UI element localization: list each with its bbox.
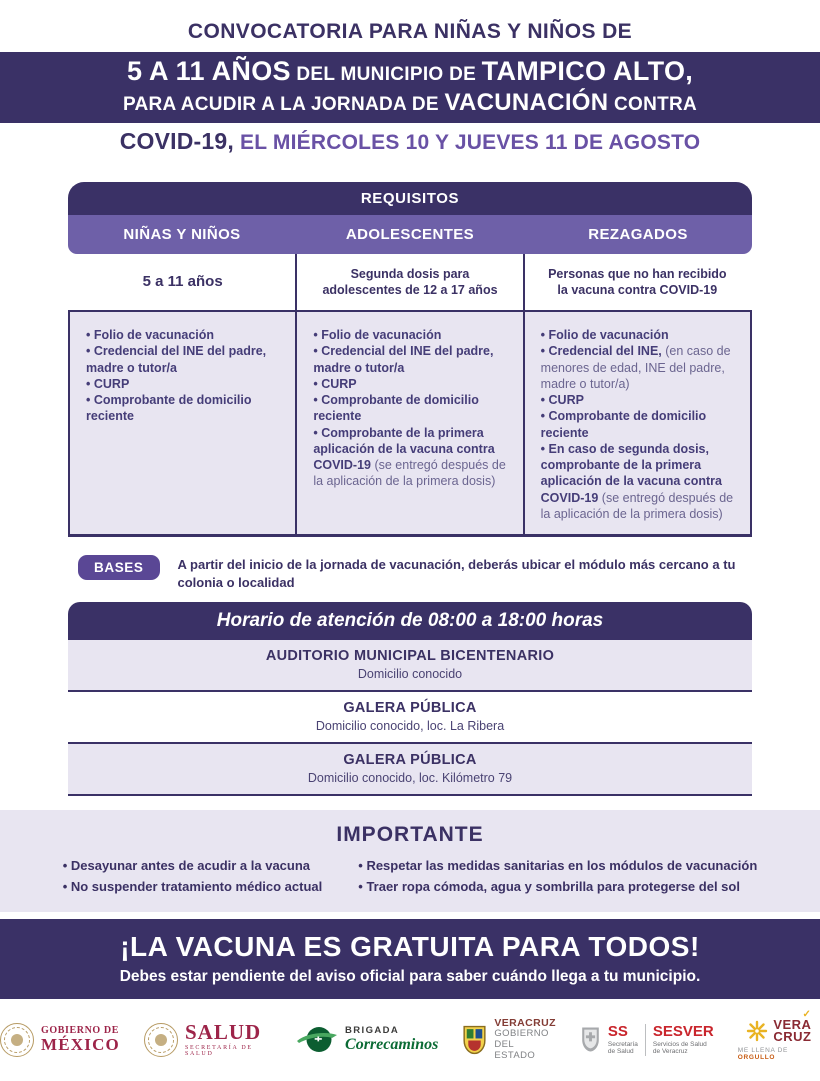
salud-text: SALUD SECRETARÍA DE SALUD (184, 1020, 262, 1058)
date-text: EL MIÉRCOLES 10 Y JUEVES 11 DE AGOSTO (234, 131, 701, 154)
requirements-title: REQUISITOS (68, 182, 752, 215)
requirements-list-rezagados (523, 312, 750, 534)
column-header-ninas: NIÑAS Y NIÑOS (123, 226, 241, 243)
roadrunner-globe-icon (296, 1026, 338, 1053)
important-title: IMPORTANTE (336, 823, 484, 847)
requirements-group-row (68, 254, 752, 310)
important-item: • No suspender tratamiento médico actual (63, 877, 323, 897)
banner-vacunacion: VACUNACIÓN (444, 89, 609, 116)
eagle-seal-icon (0, 1023, 34, 1057)
location-item (68, 692, 752, 742)
location-item (68, 742, 752, 796)
logo-brigada-correcaminos (296, 1026, 438, 1054)
important-section (0, 810, 820, 911)
banner-town: TAMPICO ALTO, (481, 56, 694, 86)
logo-salud (144, 1022, 272, 1057)
column-header-adolescentes: ADOLESCENTES (345, 226, 475, 243)
poster-intro-title: CONVOCATORIA PARA NIÑAS Y NIÑOS DE (187, 20, 633, 43)
location-item (68, 640, 752, 692)
logo-gobierno-de-mexico (0, 1023, 120, 1057)
logo-veracruz-orgullo (737, 1016, 820, 1061)
footer-subline: Debes estar pendiente del aviso oficial para saber cuándo llega a tu municipio. (119, 967, 701, 985)
group-ninas: 5 a 11 años (142, 273, 223, 291)
important-item: • Desayunar antes de acudir a la vacuna (63, 856, 323, 876)
logo-divider (645, 1024, 646, 1056)
requirements-table (68, 182, 752, 537)
gobmx-text: GOBIERNO DE MÉXICO (41, 1024, 120, 1054)
location-address: Domicilio conocido, loc. La Ribera (315, 719, 505, 734)
banner-ages: 5 A 11 AÑOS (126, 56, 291, 86)
requirement-item: • CURP (541, 392, 738, 408)
important-item: • Respetar las medidas sanitarias en los módulos de vacunación (358, 856, 757, 876)
important-columns (0, 856, 820, 896)
bases-text: A partir del inicio de la jornada de vacunación, deberás ubicar el módulo más cercano a tu colonia o localidad (177, 557, 736, 591)
requirement-item: • Credencial del INE del padre, madre o tutor/a (86, 343, 283, 376)
requirement-item: • Comprobante de domicilio reciente (541, 408, 738, 441)
requirements-list-ninas (70, 312, 295, 534)
bases-badge: BASES (78, 555, 160, 580)
locations-list (68, 640, 752, 796)
requirement-item: • Comprobante de domicilio reciente (313, 392, 510, 425)
requirement-item: • Folio de vacunación (313, 327, 510, 343)
banner-line-1 (0, 56, 820, 90)
vera-tagline: ME LLENA DE ORGULLO (737, 1046, 789, 1061)
footer-headline: ¡LA VACUNA ES GRATUITA PARA TODOS! (120, 930, 700, 962)
location-address: Domicilio conocido (357, 667, 463, 682)
schedule-header: Horario de atención de 08:00 a 18:00 horas (68, 602, 752, 640)
bases-section (68, 555, 752, 592)
free-vaccine-banner (0, 919, 820, 999)
banner-contra: CONTRA (608, 94, 698, 115)
location-name: GALERA PÚBLICA (343, 752, 477, 769)
health-shield-icon (580, 1026, 601, 1053)
date-line (0, 128, 820, 155)
banner-municipio: DEL MUNICIPIO DE (290, 64, 482, 85)
sesver-text: SESVER Servicios de Salud de Veracruz (652, 1023, 714, 1055)
folk-pattern-icon (746, 1020, 768, 1042)
location-address: Domicilio conocido, loc. Kilómetro 79 (307, 771, 513, 786)
column-header-rezagados: REZAGADOS (588, 226, 688, 243)
group-adolescentes: Segunda dosis para adolescentes de 12 a 17 años (295, 254, 522, 310)
requirement-item: • En caso de segunda dosis, comprobante de la primera aplicación de la vacuna contra COVID-19 (se entregó después de la aplicación de la primera dosis) (541, 441, 738, 522)
requirement-item: • Comprobante de la primera aplicación de la vacuna contra COVID-19 (se entregó después de la aplicación de la primera dosis) (313, 425, 510, 490)
vera-cruz-wordmark: VERA CRUZ (773, 1016, 812, 1045)
requirement-item: • CURP (313, 376, 510, 392)
group-rezagados: Personas que no han recibido la vacuna contra COVID-19 (523, 254, 750, 310)
veracruz-gob-text: VERACRUZ GOBIERNO DEL ESTADO (494, 1017, 556, 1062)
title-banner (0, 52, 820, 123)
covid-label: COVID-19, (119, 128, 234, 154)
banner-acudir: PARA ACUDIR A LA JORNADA DE (122, 94, 445, 115)
schedule-section (68, 602, 752, 796)
requirement-item: • CURP (86, 376, 283, 392)
logo-ss-sesver (580, 1024, 714, 1056)
location-name: AUDITORIO MUNICIPAL BICENTENARIO (265, 648, 555, 665)
banner-line-2 (0, 90, 820, 117)
requirement-item: • Credencial del INE, (en caso de menores de edad, INE del padre, madre o tutor/a) (541, 343, 738, 392)
important-right-list (358, 856, 757, 896)
brigada-text: BRIGADA Correcaminos (345, 1024, 439, 1054)
requirements-lists-row (68, 310, 752, 537)
ss-text: SS Secretaría de Salud (607, 1023, 638, 1055)
requirement-item: • Folio de vacunación (86, 327, 283, 343)
eagle-seal-icon (144, 1023, 178, 1057)
important-item: • Traer ropa cómoda, agua y sombrilla para protegerse del sol (358, 877, 757, 897)
institutional-logos (0, 999, 820, 1081)
location-name: GALERA PÚBLICA (343, 700, 477, 717)
logo-veracruz-gobierno (462, 1017, 556, 1062)
requirements-column-headers (68, 215, 752, 254)
important-left-list (63, 856, 323, 896)
requirement-item: • Comprobante de domicilio reciente (86, 392, 283, 425)
state-crest-icon (462, 1025, 487, 1055)
requirement-item: • Folio de vacunación (541, 327, 738, 343)
requirement-item: • Credencial del INE del padre, madre o tutor/a (313, 343, 510, 376)
requirements-list-adolescentes (295, 312, 522, 534)
